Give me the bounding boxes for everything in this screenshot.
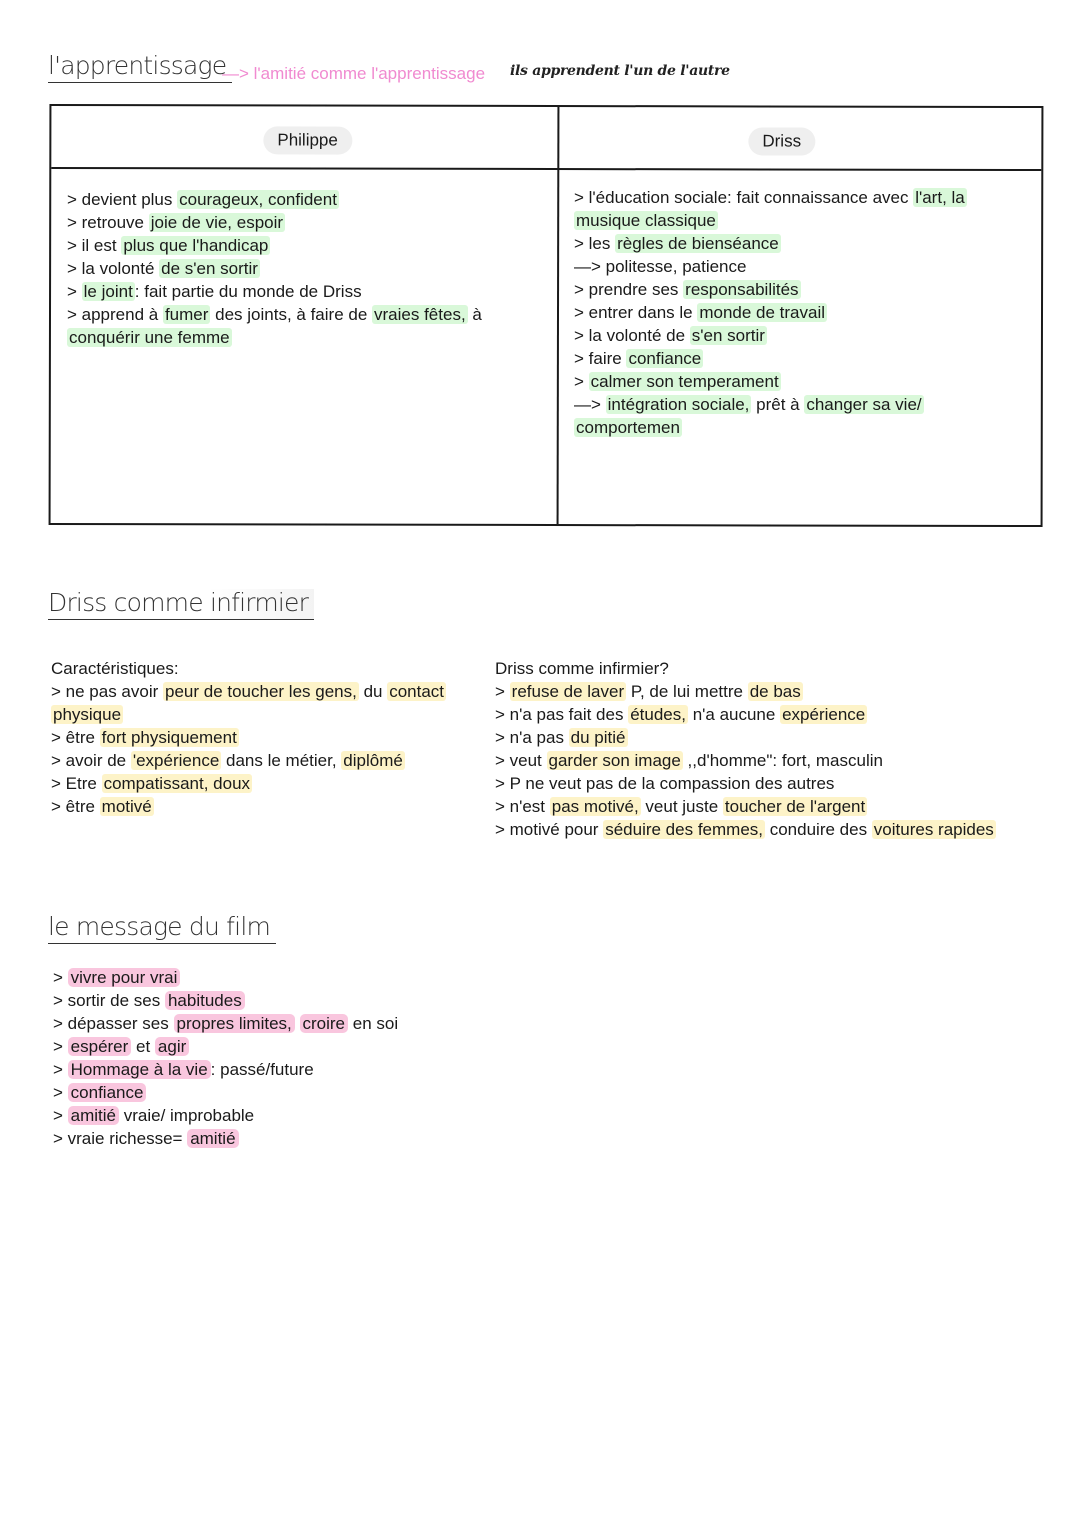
text-segment: > être	[51, 728, 100, 747]
list-line	[67, 280, 482, 303]
section-title-apprentissage: l'apprentissage	[48, 52, 232, 83]
text-segment: P, de lui mettre	[626, 682, 748, 701]
list-line	[574, 301, 967, 324]
text-segment: > prendre ses	[574, 280, 684, 299]
highlighted-text: propres limites,	[174, 1014, 295, 1033]
list-line	[51, 772, 446, 795]
list-line	[574, 370, 967, 393]
text-segment: > veut	[495, 751, 547, 770]
highlighted-text: intégration sociale,	[607, 395, 750, 414]
highlighted-text: habitudes	[165, 991, 245, 1010]
text-segment: n'a aucune	[687, 705, 781, 724]
text-segment: > Etre	[51, 774, 102, 793]
list-line	[53, 1012, 398, 1035]
text-segment: >	[574, 372, 589, 391]
text-segment: > n'a pas fait des	[495, 705, 629, 724]
text-segment: > vraie richesse=	[53, 1129, 188, 1148]
text-segment: >	[67, 282, 82, 301]
list-line	[53, 1035, 398, 1058]
highlighted-text: voitures rapides	[873, 820, 994, 839]
highlighted-text: de bas	[749, 682, 801, 701]
philippe-learnings	[67, 188, 482, 349]
highlighted-text: agir	[155, 1037, 189, 1056]
highlighted-text: amitié	[68, 1106, 119, 1125]
text-segment: ,,d'homme": fort, masculin	[682, 751, 883, 770]
highlighted-text: courageux, confident	[179, 190, 337, 209]
text-segment: >	[53, 1060, 68, 1079]
text-segment: veut juste	[640, 797, 723, 816]
text-segment: Driss comme infirmier?	[495, 659, 669, 678]
highlighted-text: refuse de laver	[511, 682, 625, 701]
highlighted-text: responsabilités	[685, 280, 799, 299]
text-segment: > ne pas avoir	[51, 682, 163, 701]
text-segment: > retrouve	[67, 213, 149, 232]
text-segment: > n'est	[495, 797, 550, 816]
list-line	[53, 966, 398, 989]
highlighted-text: compatissant, doux	[103, 774, 251, 793]
text-segment: >	[53, 1037, 68, 1056]
driss-learnings	[574, 186, 967, 439]
list-line	[51, 795, 446, 818]
text-segment: >	[53, 1106, 68, 1125]
text-segment: >	[53, 968, 68, 987]
text-segment	[295, 1014, 300, 1033]
highlighted-text: confiance	[68, 1083, 147, 1102]
list-line	[51, 657, 446, 680]
text-segment: > avoir de	[51, 751, 131, 770]
highlighted-text: plus que l'handicap	[123, 236, 269, 255]
section-title-message: le message du film	[48, 913, 276, 944]
highlighted-text: monde de travail	[699, 303, 826, 322]
list-line	[574, 186, 967, 209]
list-line	[495, 680, 996, 703]
highlighted-text: l'art, la	[915, 188, 965, 207]
highlighted-text: séduire des femmes,	[605, 820, 763, 839]
driss-as-nurse	[495, 657, 996, 841]
highlighted-text: conquérir une femme	[69, 328, 230, 347]
text-segment: > apprend à	[67, 305, 163, 324]
text-segment: et	[131, 1037, 155, 1056]
text-segment: >	[53, 1083, 68, 1102]
list-line	[495, 818, 996, 841]
header-philippe: Philippe	[263, 126, 352, 154]
highlighted-text: musique classique	[576, 211, 716, 230]
handwritten-note: ils apprendent l'un de l'autre	[510, 63, 730, 79]
text-segment: > devient plus	[67, 190, 178, 209]
highlighted-text: espérer	[68, 1037, 132, 1056]
highlighted-text: confiance	[628, 349, 702, 368]
highlighted-text: joie de vie, espoir	[150, 213, 284, 232]
list-line	[53, 1127, 398, 1150]
list-line	[495, 726, 996, 749]
text-segment: >	[495, 682, 510, 701]
text-segment: prêt à	[751, 395, 805, 414]
list-line	[574, 393, 967, 416]
film-message-list	[53, 966, 398, 1150]
list-line	[495, 772, 996, 795]
highlighted-text: vraies fêtes,	[374, 305, 466, 324]
text-segment: > la volonté	[67, 259, 160, 278]
text-segment: > dépasser ses	[53, 1014, 174, 1033]
list-line	[574, 209, 967, 232]
text-segment: > n'a pas	[495, 728, 569, 747]
highlighted-text: amitié	[187, 1129, 238, 1148]
text-segment: Caractéristiques:	[51, 659, 179, 678]
highlighted-text: le joint	[83, 282, 133, 301]
highlighted-text: pas motivé,	[551, 797, 639, 816]
highlighted-text: vivre pour vrai	[68, 968, 181, 987]
text-segment: à	[467, 305, 482, 324]
highlighted-text: expérience	[782, 705, 866, 724]
list-line	[53, 989, 398, 1012]
text-segment: > l'éducation sociale: fait connaissance avec	[574, 188, 914, 207]
list-line	[495, 749, 996, 772]
header-driss: Driss	[748, 127, 815, 155]
highlighted-text: toucher de l'argent	[724, 797, 866, 816]
highlighted-text: diplômé	[343, 751, 403, 770]
text-segment: conduire des	[765, 820, 872, 839]
highlighted-text: fumer	[164, 305, 209, 324]
table-header-divider	[51, 167, 1041, 171]
list-line	[574, 324, 967, 347]
highlighted-text: croire	[300, 1014, 349, 1033]
text-segment: > P ne veut pas de la compassion des autres	[495, 774, 835, 793]
list-line	[53, 1058, 398, 1081]
highlighted-text: études,	[630, 705, 686, 724]
highlighted-text: de s'en sortir	[161, 259, 258, 278]
list-line	[51, 749, 446, 772]
text-segment: > les	[574, 234, 616, 253]
highlighted-text: Hommage à la vie	[68, 1060, 211, 1079]
list-line	[53, 1081, 398, 1104]
highlighted-text: peur de toucher les gens,	[165, 682, 357, 701]
section-title-infirmier: Driss comme infirmier	[48, 589, 314, 620]
list-line	[574, 255, 967, 278]
text-segment: > la volonté de	[574, 326, 690, 345]
list-line	[67, 303, 482, 326]
text-segment: : passé/future	[210, 1060, 314, 1079]
highlighted-text: s'en sortir	[691, 326, 765, 345]
text-segment: > motivé pour	[495, 820, 604, 839]
highlighted-text: physique	[53, 705, 122, 724]
list-line	[67, 257, 482, 280]
list-line	[67, 326, 482, 349]
highlighted-text: du pitié	[570, 728, 626, 747]
text-segment: > il est	[67, 236, 122, 255]
text-segment: en soi	[348, 1014, 399, 1033]
highlighted-text: changer sa vie/	[806, 395, 922, 414]
nurse-characteristics	[51, 657, 446, 818]
list-line	[67, 188, 482, 211]
text-segment: du	[358, 682, 388, 701]
highlighted-text: motivé	[101, 797, 152, 816]
list-line	[574, 416, 967, 439]
list-line	[67, 211, 482, 234]
list-line	[53, 1104, 398, 1127]
text-segment: —>	[574, 395, 606, 414]
highlighted-text: règles de bienséance	[617, 234, 779, 253]
text-segment: dans le métier,	[221, 751, 342, 770]
list-line	[574, 347, 967, 370]
list-line	[51, 726, 446, 749]
text-segment: —> politesse, patience	[574, 257, 747, 276]
list-line	[495, 657, 996, 680]
list-line	[51, 703, 446, 726]
text-segment: vraie/ improbable	[119, 1106, 255, 1125]
highlighted-text: comportemen	[576, 418, 680, 437]
text-segment: : fait partie du monde de Driss	[134, 282, 362, 301]
highlighted-text: fort physiquement	[101, 728, 237, 747]
friendship-note: —> l'amitié comme l'apprentissage	[222, 64, 486, 83]
text-segment: > sortir de ses	[53, 991, 165, 1010]
text-segment: > entrer dans le	[574, 303, 698, 322]
highlighted-text: 'expérience	[132, 751, 220, 770]
list-line	[495, 703, 996, 726]
list-line	[51, 680, 446, 703]
list-line	[495, 795, 996, 818]
highlighted-text: calmer son temperament	[590, 372, 779, 391]
text-segment: des joints, à faire de	[210, 305, 373, 324]
list-line	[67, 234, 482, 257]
text-segment: > être	[51, 797, 100, 816]
text-segment: > faire	[574, 349, 627, 368]
highlighted-text: contact	[389, 682, 445, 701]
list-line	[574, 278, 967, 301]
highlighted-text: garder son image	[548, 751, 681, 770]
list-line	[574, 232, 967, 255]
